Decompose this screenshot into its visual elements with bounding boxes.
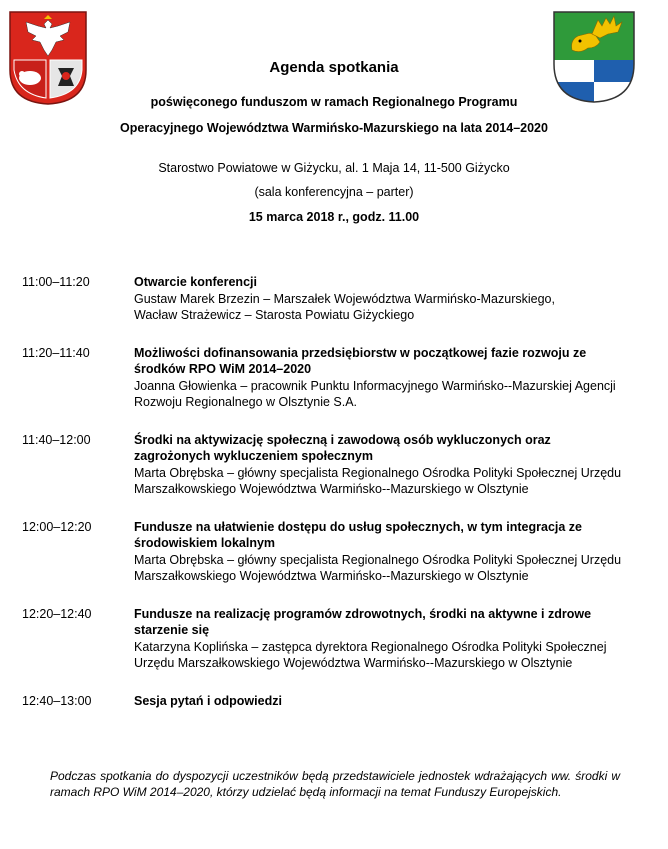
warminsko-mazurskie-coat-of-arms-icon [8,10,88,106]
agenda-speaker: Gustaw Marek Brzezin – Marszałek Województwa Warmińsko-Mazurskiego, [134,291,555,306]
agenda-title: Fundusze na realizację programów zdrowotnych, środki na aktywne i zdrowe starzenie się [134,606,592,637]
location: Starostwo Powiatowe w Giżycku, al. 1 Maja 14, 11-500 Giżycko [158,161,510,175]
agenda-time: 12:40–13:00 [22,693,92,708]
agenda-title: Sesja pytań i odpowiedzi [134,693,282,708]
agenda-item [22,519,622,585]
agenda-item [22,693,622,710]
event-date: 15 marca 2018 r., godz. 11.00 [248,210,420,224]
page-title: Agenda spotkania [269,59,399,76]
agenda-item [22,432,622,498]
subtitle-line-1: poświęconego funduszom w ramach Regionalnego Programu [150,95,518,109]
agenda-list [22,274,622,709]
agenda-item [22,274,622,324]
agenda-time: 12:20–12:40 [22,606,92,621]
agenda-title: Możliwości dofinansowania przedsiębiorstw w początkowej fazie rozwoju ze środków RPO WiM 2014–2020 [134,345,587,376]
agenda-time: 12:00–12:20 [22,519,92,534]
subtitle-line-2: Operacyjnego Województwa Warmińsko-Mazurskiego na lata 2014–2020 [120,121,548,135]
agenda-item [22,606,622,672]
agenda-speaker: Katarzyna Koplińska – zastępca dyrektora Regionalnego Ośrodka Polityki Społecznej Urzędu Marszałkowskiego Województwa Warmińsko--Mazurskiego w Olsztynie [134,639,607,670]
agenda-speaker: Joanna Głowienka – pracownik Punktu Informacyjnego Warmińsko--Mazurskiej Agencji Rozwoju Regionalnego w Olsztynie S.A. [134,378,616,409]
room: (sala konferencyjna – parter) [254,185,414,199]
agenda-time: 11:40–12:00 [22,432,91,447]
agenda-time: 11:20–11:40 [22,345,90,360]
gizycko-county-coat-of-arms-icon [552,10,636,104]
agenda-time: 11:00–11:20 [22,275,90,289]
agenda-item [22,345,622,411]
agenda-speaker: Marta Obrębska – główny specjalista Regionalnego Ośrodka Polityki Społecznej Urzędu Marszałkowskiego Województwa Warmińsko--Mazurskiego w Olsztynie [134,465,622,496]
agenda-speaker: Wacław Strażewicz – Starosta Powiatu Giżyckiego [134,308,415,322]
agenda-title: Otwarcie konferencji [134,275,257,289]
footer-note: Podczas spotkania do dyspozycji uczestników będą przedstawiciele jednostek wdrażających ww. środki w ramach RPO WiM 2014–2020, którzy udzielać będą informacji na temat Funduszy Europejskich. [50,769,620,799]
agenda-speaker: Marta Obrębska – główny specjalista Regionalnego Ośrodka Polityki Społecznej Urzędu Marszałkowskiego Województwa Warmińsko--Mazurskiego w Olsztynie [134,552,622,583]
agenda-title: Środki na aktywizację społeczną i zawodową osób wykluczonych oraz zagrożonych wykluczeniem społecznym [134,432,551,463]
agenda-title: Fundusze na ułatwienie dostępu do usług społecznych, w tym integracja ze środowiskiem lokalnym [134,519,582,550]
